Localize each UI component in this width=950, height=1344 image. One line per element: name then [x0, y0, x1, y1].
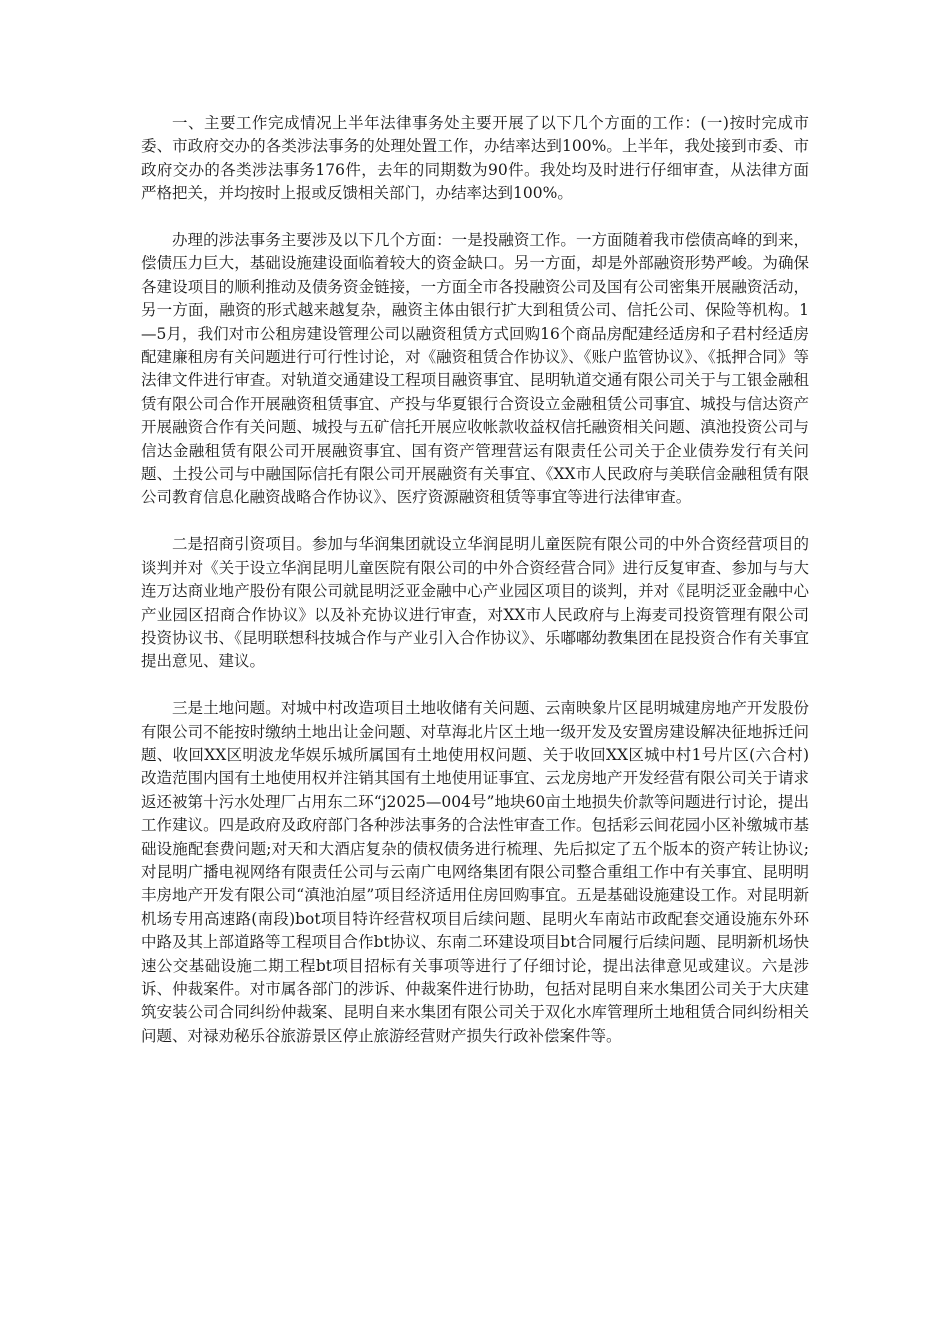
- paragraph-investment-financing: 办理的涉法事务主要涉及以下几个方面：一是投融资工作。一方面随着我市偿债高峰的到来，偿债压力巨大，基础设施建设面临着较大的资金缺口。另一方面，却是外部融资形势严峻。为确保各建设项目的顺利推动及债务资金链接，一方面全市各投融资公司及国有公司密集开展融资活动，另一方面，融资的形式越来越复杂，融资主体由银行扩大到租赁公司、信托公司、保险等机构。1—5月，我们对市公租房建设管理公司以融资租赁方式回购16个商品房配建经适房和子君村经适房配建廉租房有关问题进行可行性讨论，对《融资租赁合作协议》、《账户监管协议》、《抵押合同》等法律文件进行审查。对轨道交通建设工程项目融资事宜、昆明轨道交通有限公司关于与工银金融租赁有限公司合作开展融资租赁事宜、产投与华夏银行合资设立金融租赁公司事宜、城投与信达资产开展融资合作有关问题、城投与五矿信托开展应收帐款收益权信托融资相关问题、滇池投资公司与信达金融租赁有限公司开展融资事宜、国有资产管理营运有限责任公司关于企业债券发行有关问题、土投公司与中融国际信托有限公司开展融资有关事宜、《XX市人民政府与美联信金融租赁有限公司教育信息化融资战略合作协议》、医疗资源融资租赁等事宜等进行法律审查。: [141, 231, 809, 507]
- paragraph-land-and-other-matters: 三是土地问题。对城中村改造项目土地收储有关问题、云南映象片区昆明城建房地产开发股份有限公司不能按时缴纳土地出让金问题、对草海北片区土地一级开发及安置房建设解决征地拆迁问题、收回XX区明波龙华娱乐城所属国有土地使用权问题、关于收回XX区城中村1号片区(六合村)改造范围内国有土地使用权并注销其国有土地使用证事宜、云龙房地产开发经营有限公司关于请求返还被第十污水处理厂占用东二环“j2025—004号”地块60亩土地损失价款等问题进行讨论，提出工作建议。四是政府及政府部门各种涉法事务的合法性审查工作。包括彩云间花园小区补缴城市基础设施配套费问题;对天和大酒店复杂的债权债务进行梳理、先后拟定了五个版本的资产转让协议;对昆明广播电视网络有限责任公司与云南广电网络集团有限公司整合重组工作中有关事宜、昆明明丰房地产开发有限公司“滇池泊屋”项目经济适用住房回购事宜。五是基础设施建设工作。对昆明新机场专用高速路(南段)bot项目特许经营权项目后续问题、昆明火车南站市政配套交通设施东外环中路及其上部道路等工程项目合作bt协议、东南二环建设项目bt合同履行后续问题、昆明新机场快速公交基础设施二期工程bt项目招标有关事项等进行了仔细讨论，提出法律意见或建议。六是涉诉、仲裁案件。对市属各部门的涉诉、仲裁案件进行协助，包括对昆明自来水集团公司关于大庆建筑安装公司合同纠纷仲裁案、昆明自来水集团有限公司关于双化水库管理所土地租赁合同纠纷相关问题、对禄劝秘乐谷旅游景区停止旅游经营财产损失行政补偿案件等。: [141, 699, 809, 1045]
- paragraph-investment-attraction: 二是招商引资项目。参加与华润集团就设立华润昆明儿童医院有限公司的中外合资经营项目的谈判并对《关于设立华润昆明儿童医院有限公司的中外合资经营合同》进行反复审查、参加与与大连万达商业地产股份有限公司就昆明泛亚金融中心产业园区项目的谈判，并对《昆明泛亚金融中心产业园区招商合作协议》以及补充协议进行审查，对XX市人民政府与上海麦司投资管理有限公司投资协议书、《昆明联想科技城合作与产业引入合作协议》、乐嘟嘟幼教集团在昆投资合作有关事宜提出意见、建议。: [141, 535, 809, 671]
- paragraph-work-summary: 一、主要工作完成情况上半年法律事务处主要开展了以下几个方面的工作：(一)按时完成市委、市政府交办的各类涉法事务的处理处置工作，办结率达到100%。上半年，我处接到市委、市政府交办的各类涉法事务176件，去年的同期数为90件。我处均及时进行仔细审查，从法律方面严格把关，并均按时上报或反馈相关部门，办结率达到100%。: [141, 114, 809, 203]
- document-body: [141, 112, 809, 1048]
